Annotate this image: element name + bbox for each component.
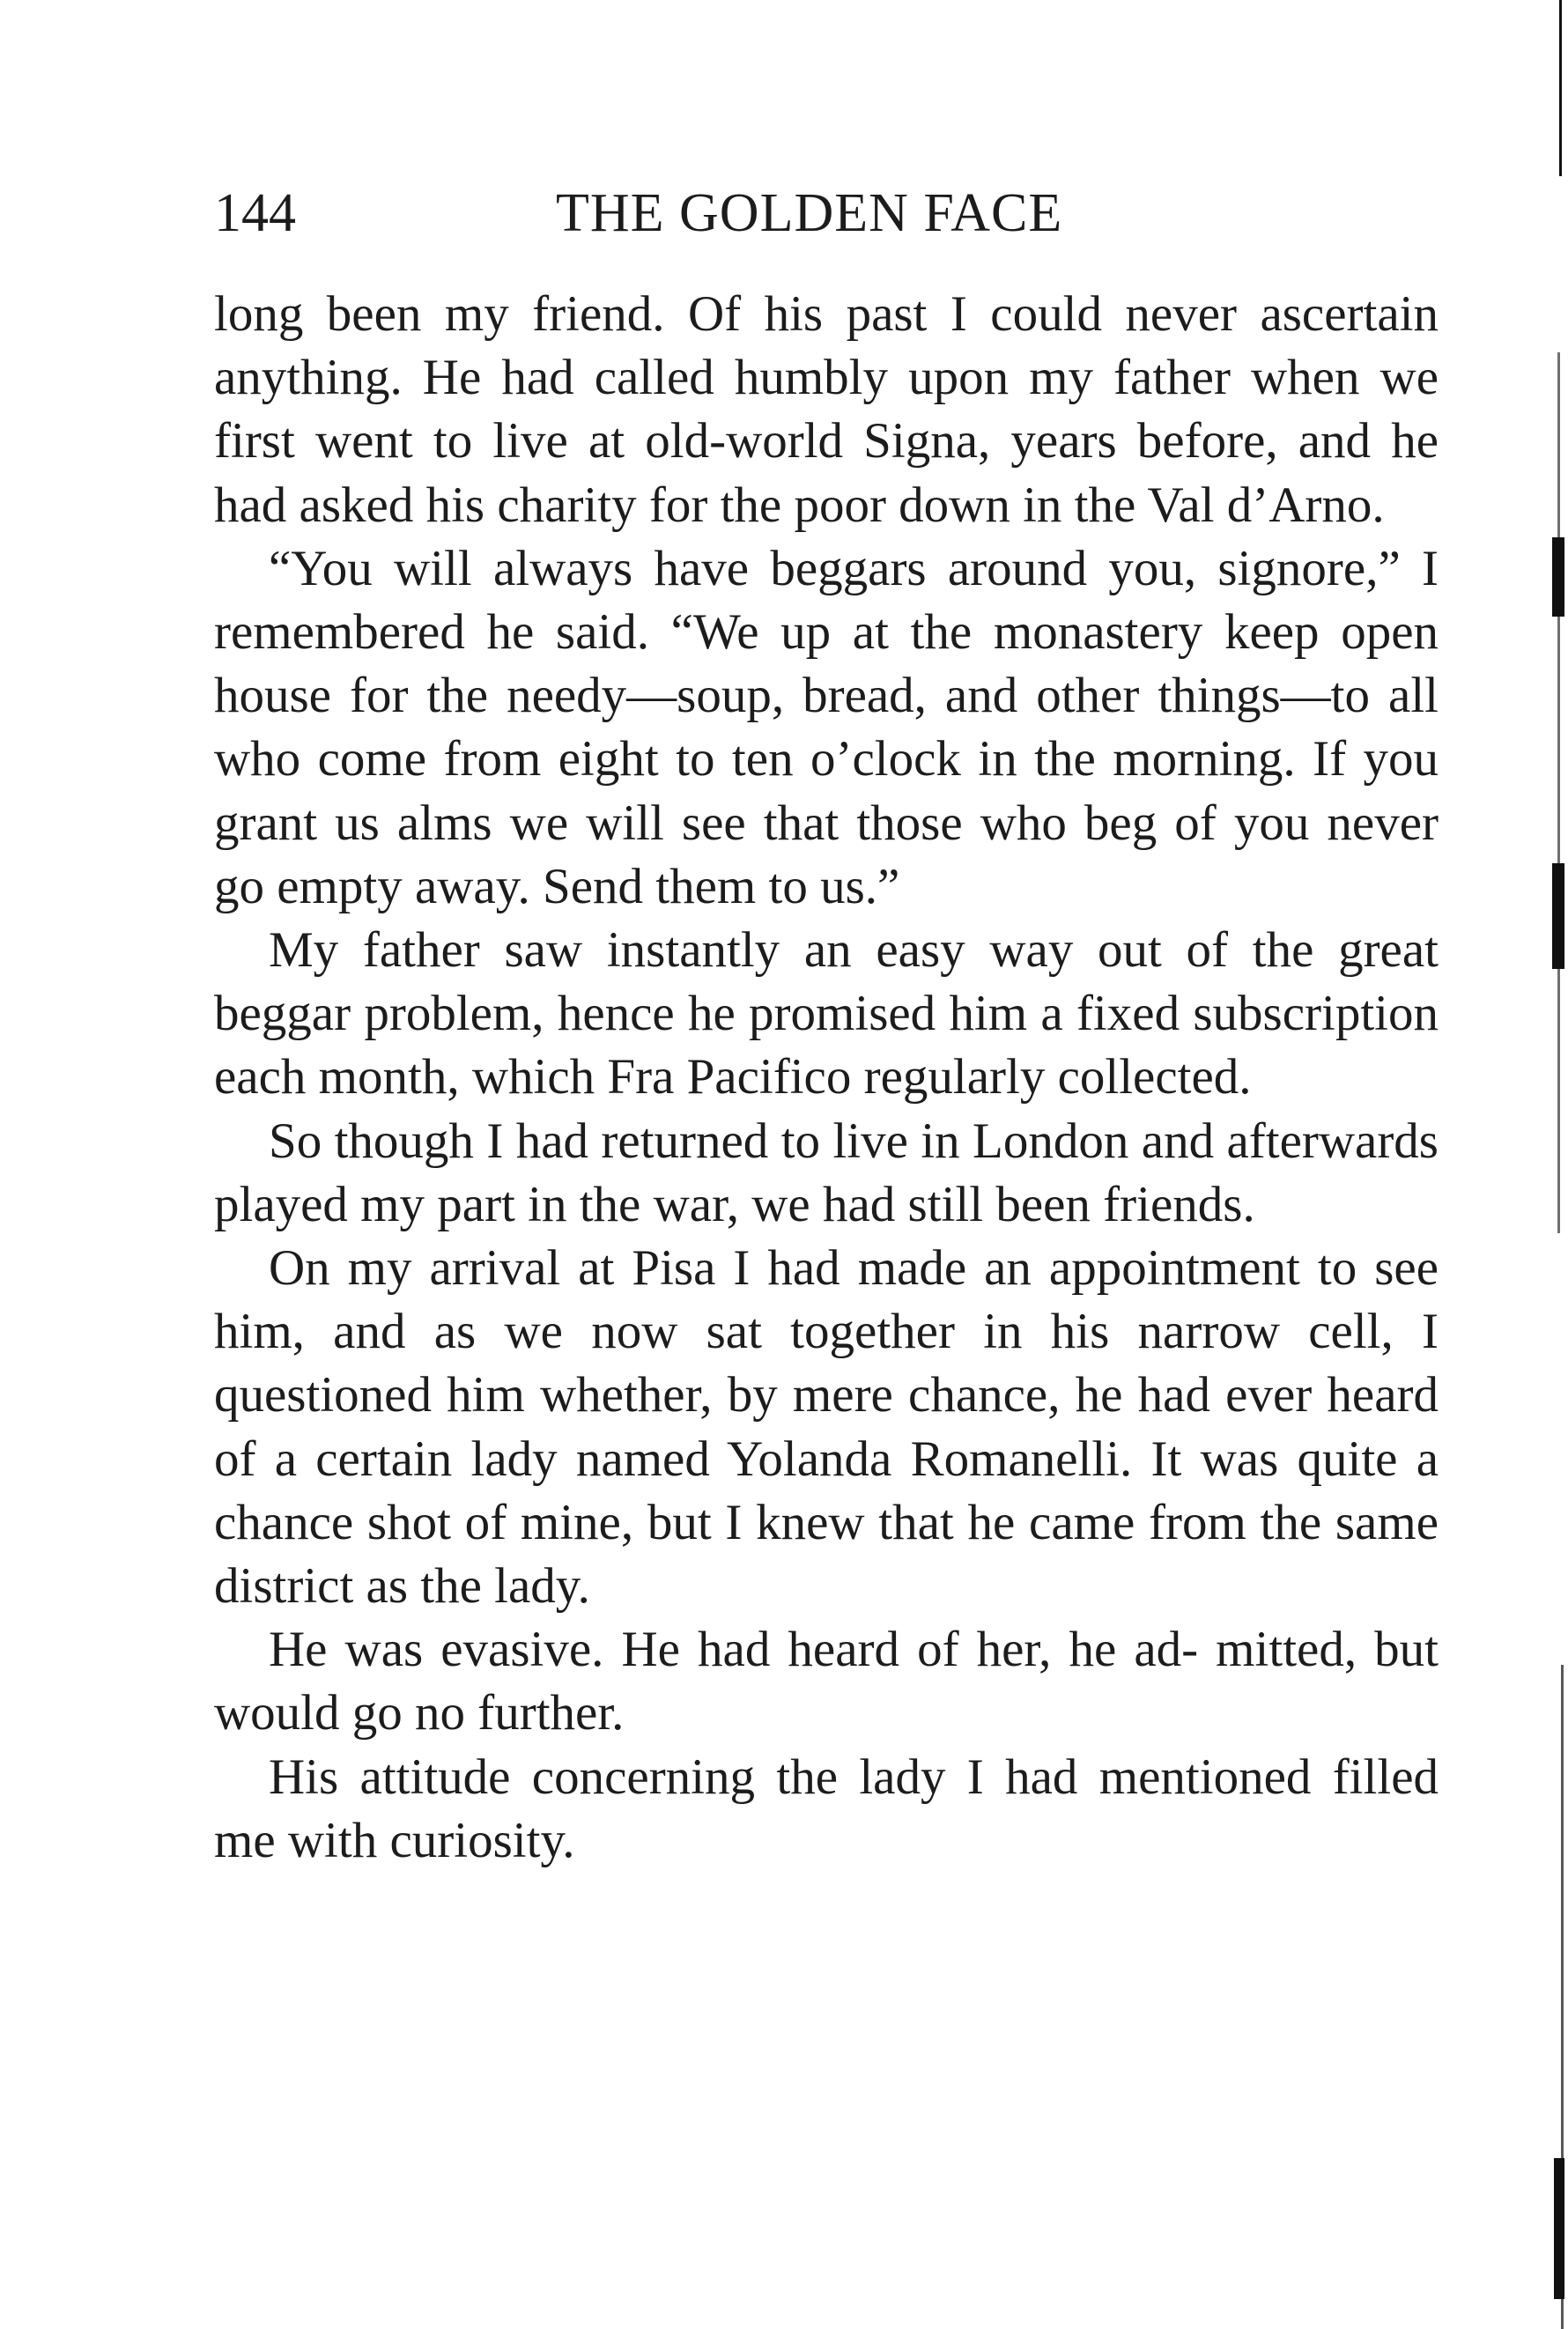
scan-edge-mark xyxy=(1554,2158,1564,2299)
paragraph-3: My father saw instantly an easy way out of the great beggar problem, hence he promised him a fixed subscription each month, which Fra Pacifico regularly collected. xyxy=(214,922,1439,1105)
paragraph-5: On my arrival at Pisa I had made an appointment to see him, and as we now sat together in his narrow cell, I questioned him whether, by mere chance, he had ever heard of a certain lady named Yolanda Romanelli. It was quite a chance shot of mine, but I knew that he came from the same district as the lady. xyxy=(214,1240,1439,1615)
scan-edge-mark xyxy=(1557,352,1560,1233)
body-text xyxy=(214,283,1439,1873)
scan-edge-mark xyxy=(1552,863,1564,969)
paragraph-6: He was evasive. He had heard of her, he ad- mitted, but would go no further. xyxy=(214,1622,1439,1741)
page-header xyxy=(214,178,1439,248)
scan-edge-mark xyxy=(1552,537,1564,617)
paragraph-1: long been my friend. Of his past I could never ascertain anything. He had called humbly upon my father when we first went to live at old-world Signa, years before, and he had asked his charity for the poor down in the Val d’Arno. xyxy=(214,286,1439,533)
page-number: 144 xyxy=(214,183,296,243)
paragraph-4: So though I had returned to live in London and afterwards played my part in the war, we had still been friends. xyxy=(214,1113,1439,1232)
running-title: THE GOLDEN FACE xyxy=(556,183,1063,243)
paragraph-7: His attitude concerning the lady I had mentioned filled me with curiosity. xyxy=(214,1749,1439,1868)
paragraph-2: “You will always have beggars around you, signore,” I remembered he said. “We up at the monastery keep open house for the needy—soup, bread, and other things—to all who come from eight to ten o’clock in the morning. If you grant us alms we will see that those who beg of you never go empty away. Send them to us.” xyxy=(214,540,1439,914)
scan-edge-mark xyxy=(1559,0,1562,176)
